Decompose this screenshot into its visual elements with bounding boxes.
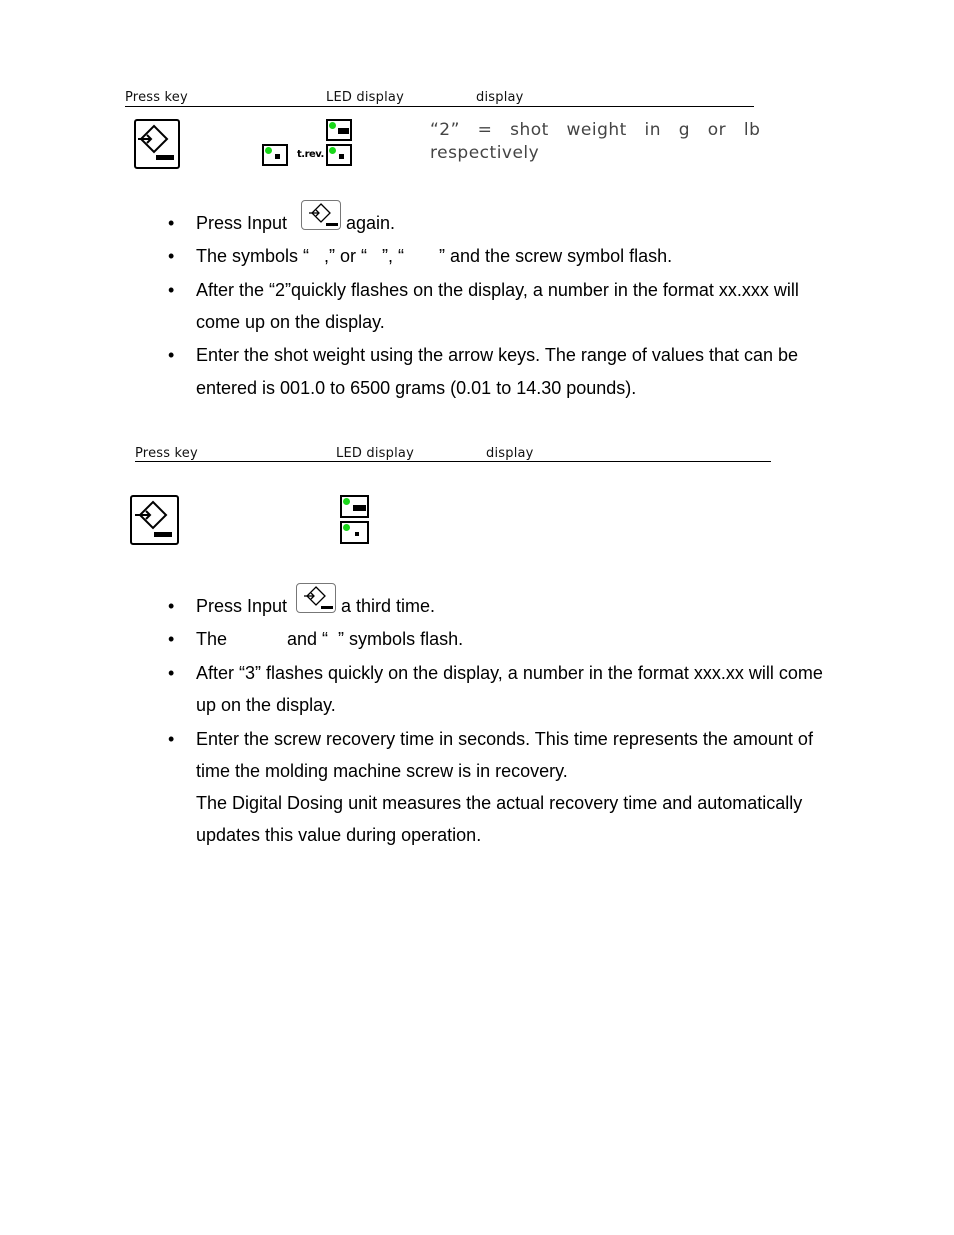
bullet-text: After the “2”quickly flashes on the display, a number in the format xx.xxx will: [196, 280, 799, 300]
header-rule-1: [125, 106, 754, 107]
led-indicator-icon: [340, 495, 369, 518]
bullet-marker: •: [168, 246, 175, 266]
header-rule-2: [135, 461, 771, 462]
bullet-text: [196, 213, 287, 234]
led-dot-icon: [343, 498, 350, 505]
bullet-marker: •: [168, 596, 175, 616]
bullet-text-cont: come up on the display.: [196, 312, 385, 332]
bullet-marker: •: [168, 629, 175, 649]
led-dot-icon: [329, 147, 336, 154]
led-dot-icon: [329, 122, 336, 129]
bullet-text-cont: time the molding machine screw is in recovery.: [196, 761, 568, 781]
led-indicator-icon: [326, 144, 352, 166]
header-display-2: display: [486, 446, 534, 461]
bullet-text-cont: entered is 001.0 to 6500 grams (0.01 to 14.30 pounds).: [196, 378, 637, 398]
input-key-icon: [296, 583, 336, 613]
input-key-icon: [130, 495, 179, 545]
bullet-text-pre: Press Input: [196, 596, 288, 616]
header-display-1: display: [476, 90, 524, 105]
header-led-display-1: LED display: [326, 90, 404, 105]
bullet-text: Enter the screw recovery time in seconds. This time represents the amount of: [196, 729, 813, 749]
input-key-icon: [301, 200, 341, 230]
header-press-key-2: Press key: [135, 446, 198, 461]
bullet-text: After “3” flashes quickly on the display, a number in the format xxx.xx will come: [196, 663, 823, 683]
bullet-marker: •: [168, 280, 175, 300]
led-dot-icon: [343, 524, 350, 531]
bullet-marker: •: [168, 345, 175, 365]
bullet-text-cont: up on the display.: [196, 695, 336, 715]
bullet-text: The symbols “ ,” or “ ”, “ ” and the screw symbol flash.: [196, 246, 673, 266]
bullet-text-post: a third time.: [341, 596, 436, 616]
bullet-text: The and “ ” symbols flash.: [196, 629, 464, 649]
display-text-line2: respectively: [430, 143, 540, 163]
bullet-marker: •: [168, 663, 175, 683]
led-small-label: t.rev.: [297, 149, 324, 160]
bullet-text-cont: updates this value during operation.: [196, 825, 482, 845]
bullet-marker: •: [168, 213, 175, 233]
header-press-key-1: Press key: [125, 90, 188, 105]
bullet-text-cont: The Digital Dosing unit measures the actual recovery time and automatically: [196, 793, 803, 813]
bullet-text-pre: Press Input: [196, 213, 288, 233]
led-indicator-icon: [340, 521, 369, 544]
led-dot-icon: [265, 147, 272, 154]
bullet-text: Enter the shot weight using the arrow keys. The range of values that can be: [196, 345, 799, 365]
bullet-marker: •: [168, 729, 175, 749]
bullet-text-post: again.: [346, 213, 396, 233]
header-led-display-2: LED display: [336, 446, 414, 461]
led-indicator-icon: [262, 144, 288, 166]
led-indicator-icon: [326, 119, 352, 141]
display-text-line1: “2” = shot weight in g or lb: [430, 120, 761, 140]
input-key-icon: [134, 119, 180, 169]
